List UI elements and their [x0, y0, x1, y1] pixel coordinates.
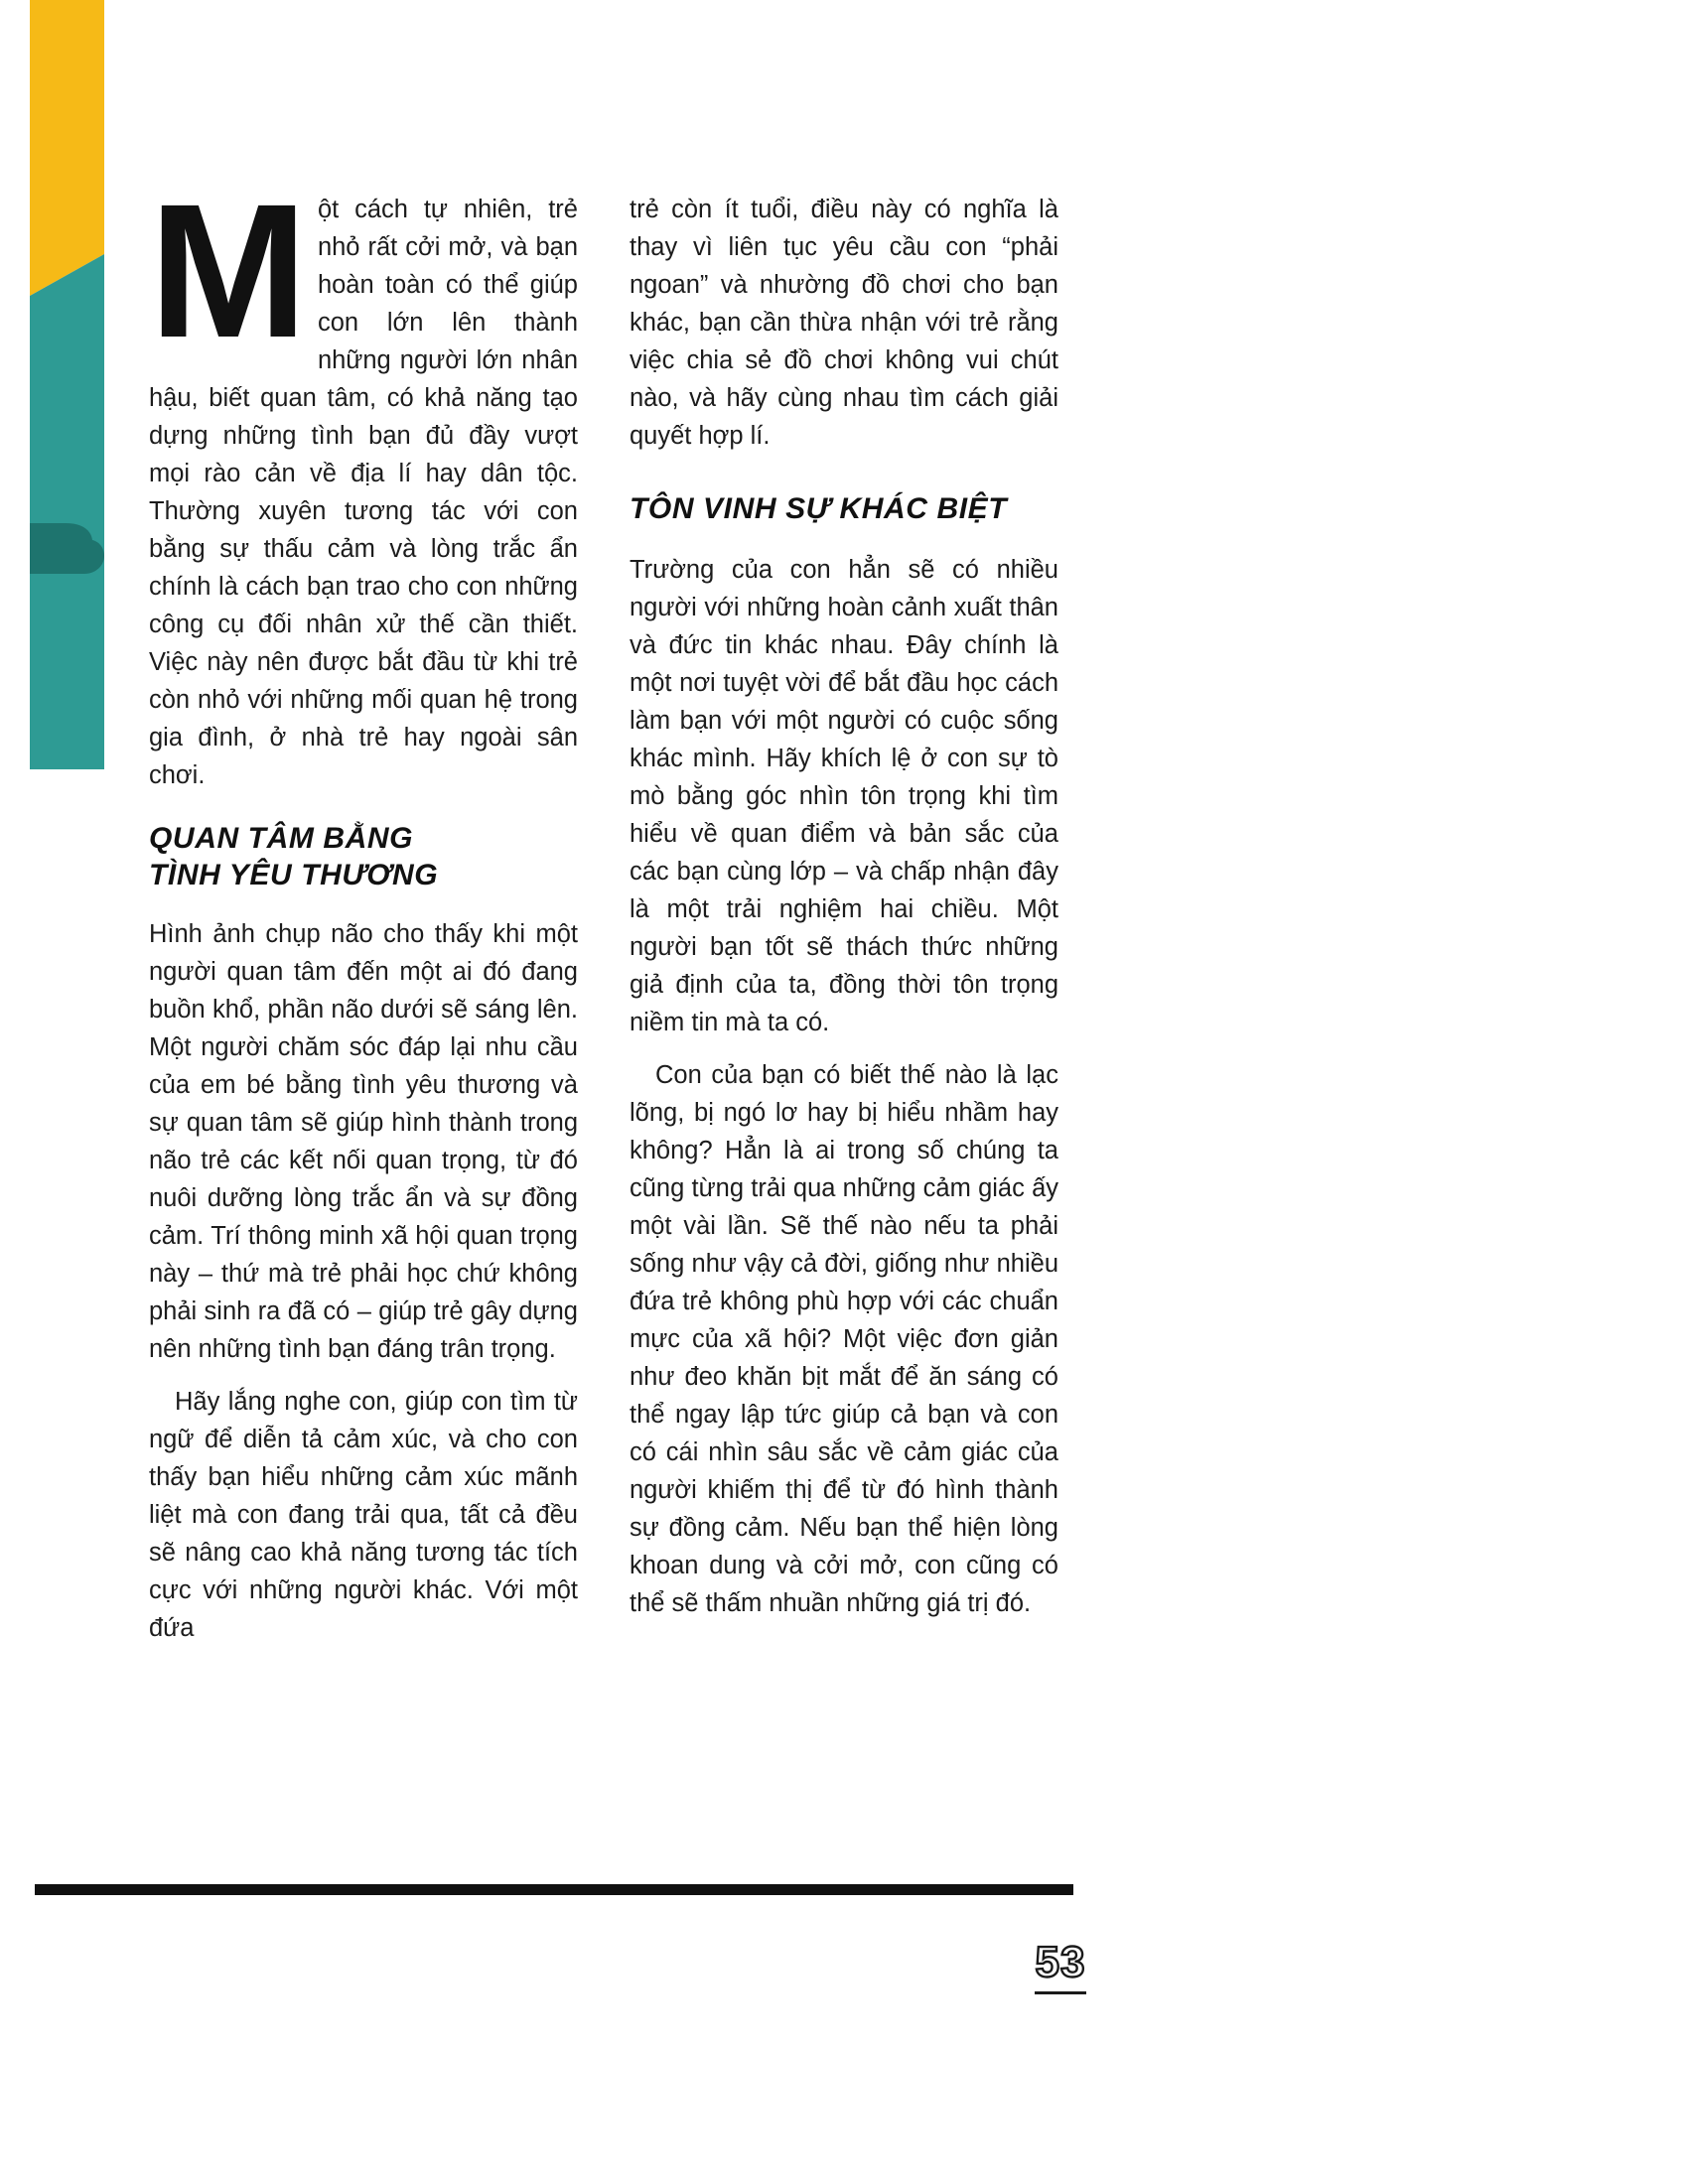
page-number-block	[1031, 1938, 1090, 1994]
decorative-strip	[30, 0, 104, 769]
footer-rule	[35, 1884, 1073, 1895]
yellow-band-shape	[30, 0, 104, 296]
drop-cap: M	[149, 164, 304, 377]
left-column	[149, 164, 578, 1662]
intro-text: ột cách tự nhiên, trẻ nhỏ rất cởi mở, và bạn hoàn toàn có thể giúp con lớn lên thành những người lớn nhân hậu, biết quan tâm, có khả năng tạo dựng những tình bạn đủ đầy vượt mọi rào cản về địa lí hay dân tộc. Thường xuyên tương tác với con bằng sự thấu cảm và lòng trắc ẩn chính là cách bạn trao cho con những công cụ đối nhân xử thế cần thiết. Việc này nên được bắt đầu từ khi trẻ còn nhỏ với những mối quan hệ trong gia đình, ở nhà trẻ hay ngoài sân chơi.	[149, 196, 578, 789]
right-column	[630, 191, 1058, 1662]
body-paragraph: Trường của con hẳn sẽ có nhiều người với những hoàn cảnh xuất thân và đức tin khác nhau. Đây chính là một nơi tuyệt vời để bắt đầu học cách làm bạn với một người có cuộc sống khác mình. Hãy khích lệ ở con sự tò mò bằng góc nhìn tôn trọng khi tìm hiểu về quan điểm và bản sắc của các bạn cùng lớp – và chấp nhận đây là một trải nghiệm hai chiều. Một người bạn tốt sẽ thách thức những giả định của ta, đồng thời tôn trọng niềm tin mà ta có.	[630, 556, 1058, 1036]
body-paragraph: Hình ảnh chụp não cho thấy khi một người quan tâm đến một ai đó đang buồn khổ, phần não dưới sẽ sáng lên. Một người chăm sóc đáp lại nhu cầu của em bé bằng tình yêu thương và sự quan tâm sẽ giúp hình thành trong não trẻ các kết nối quan trọng, từ đó nuôi dưỡng lòng trắc ẩn và sự đồng cảm. Trí thông minh xã hội quan trọng này – thứ mà trẻ phải học chứ không phải sinh ra đã có – giúp trẻ gây dựng nên những tình bạn đáng trân trọng.	[149, 920, 578, 1363]
intro-paragraph	[149, 164, 578, 794]
body-paragraph: Hãy lắng nghe con, giúp con tìm từ ngữ để diễn tả cảm xúc, và cho con thấy bạn hiểu những cảm xúc mãnh liệt mà con đang trải qua, tất cả đều sẽ nâng cao khả năng tương tác tích cực với những người khác. Với một đứa	[149, 1388, 578, 1642]
body-paragraph: Con của bạn có biết thế nào là lạc lõng, bị ngó lơ hay bị hiểu nhầm hay không? Hẳn là ai trong số chúng ta cũng từng trải qua những cảm giác ấy một vài lần. Sẽ thế nào nếu ta phải sống như vậy cả đời, giống như nhiều đứa trẻ không phù hợp với các chuẩn mực của xã hội? Một việc đơn giản như đeo khăn bịt mắt để ăn sáng có thể ngay lập tức giúp cả bạn và con có cái nhìn sâu sắc về cảm giác của người khiếm thị để từ đó hình thành sự đồng cảm. Nếu bạn thể hiện lòng khoan dung và cởi mở, con cũng có thể sẽ thấm nhuần những giá trị đó.	[630, 1061, 1058, 1617]
article	[149, 164, 1058, 1662]
page-number-underline	[1035, 1991, 1086, 1994]
section-heading-ton-vinh: TÔN VINH SỰ KHÁC BIỆT	[630, 492, 1008, 525]
teal-band-shape	[30, 254, 104, 769]
page-number: 53	[1035, 1938, 1086, 1986]
heading-line-1: QUAN TÂM BẰNG	[149, 822, 414, 855]
section-heading-quan-tam	[149, 820, 578, 893]
body-paragraph: trẻ còn ít tuổi, điều này có nghĩa là thay vì liên tục yêu cầu con “phải ngoan” và nhường đồ chơi cho bạn khác, bạn cần thừa nhận với trẻ rằng việc chia sẻ đồ chơi không vui chút nào, và hãy cùng nhau tìm cách giải quyết hợp lí.	[630, 196, 1058, 450]
heading-line-2: TÌNH YÊU THƯƠNG	[149, 859, 439, 891]
